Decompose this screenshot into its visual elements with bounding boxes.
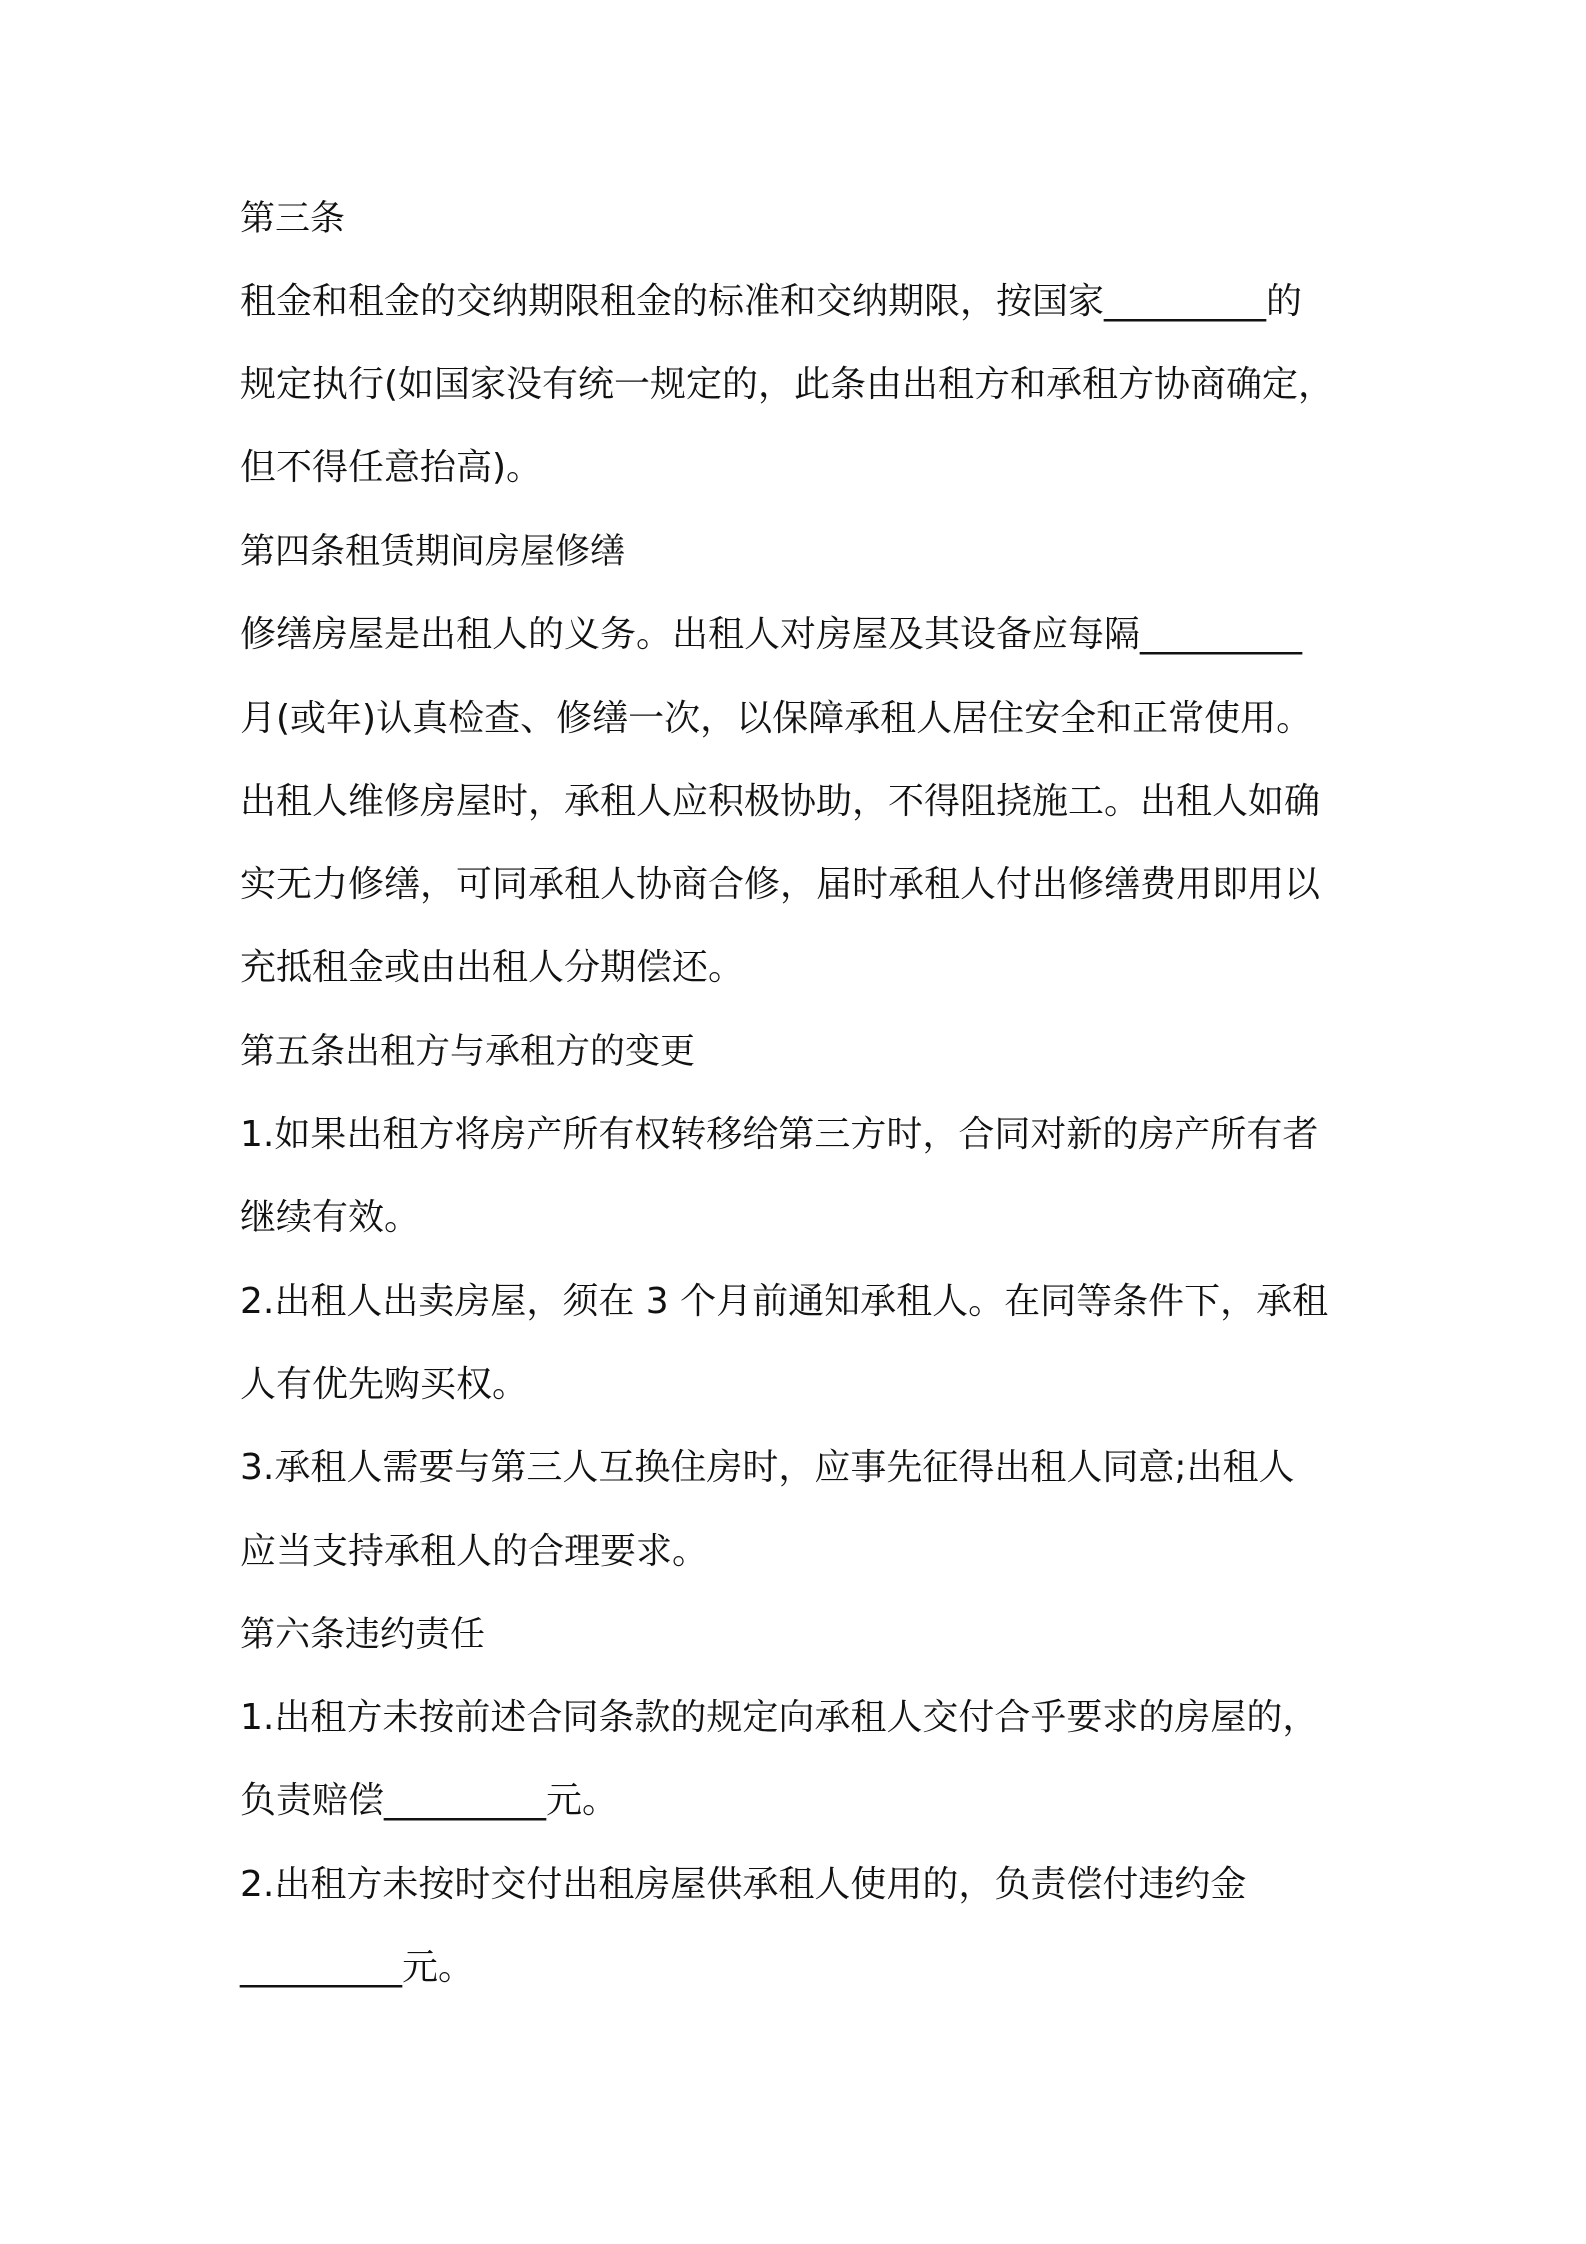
article-5-item-3-line-2: 应当支持承租人的合理要求。 <box>240 1531 709 1572</box>
article-5-item-2-line-2: 人有优先购买权。 <box>240 1364 529 1405</box>
article-4-text-line-3: 出租人维修房屋时，承租人应积极协助，不得阻挠施工。出租人如确 <box>240 781 1321 822</box>
article-5-item-1-line-2: 继续有效。 <box>240 1197 421 1238</box>
article-4-text-line-4: 实无力修缮，可同承租人协商合修，届时承租人付出修缮费用即用以 <box>240 864 1321 905</box>
article-5-item-2-line-1: 2.出租人出卖房屋，须在 3 个月前通知承租人。在同等条件下，承租 <box>240 1281 1329 1322</box>
article-5-heading: 第五条出租方与承租方的变更 <box>240 1032 696 1072</box>
article-6-item-2-line-2: _________元。 <box>240 1947 475 1988</box>
article-3-heading: 第三条 <box>240 199 346 239</box>
article-6-item-2-line-1: 2.出租方未按时交付出租房屋供承租人使用的，负责偿付违约金 <box>240 1864 1247 1905</box>
article-4-text-line-1: 修缮房屋是出租人的义务。出租人对房屋及其设备应每隔_________ <box>240 614 1303 655</box>
article-5-item-1-line-1: 1.如果出租方将房产所有权转移给第三方时，合同对新的房产所有者 <box>240 1114 1319 1155</box>
article-6-item-1-line-1: 1.出租方未按前述合同条款的规定向承租人交付合乎要求的房屋的， <box>240 1697 1319 1738</box>
article-6-heading: 第六条违约责任 <box>240 1615 486 1655</box>
article-4-text-line-2: 月(或年)认真检查、修缮一次，以保障承租人居住安全和正常使用。 <box>240 698 1313 739</box>
article-6-item-1-line-2: 负责赔偿_________元。 <box>240 1780 619 1821</box>
article-4-text-line-5: 充抵租金或由出租人分期偿还。 <box>240 947 745 988</box>
article-4-heading: 第四条租赁期间房屋修缮 <box>240 532 626 572</box>
article-3-text-line-3: 但不得任意抬高)。 <box>240 447 543 488</box>
article-5-item-3-line-1: 3.承租人需要与第三人互换住房时，应事先征得出租人同意;出租人 <box>240 1447 1295 1488</box>
article-3-text-line-1: 租金和租金的交纳期限租金的标准和交纳期限，按国家_________的 <box>240 281 1303 322</box>
article-3-text-line-2: 规定执行(如国家没有统一规定的，此条由出租方和承租方协商确定， <box>240 364 1335 405</box>
